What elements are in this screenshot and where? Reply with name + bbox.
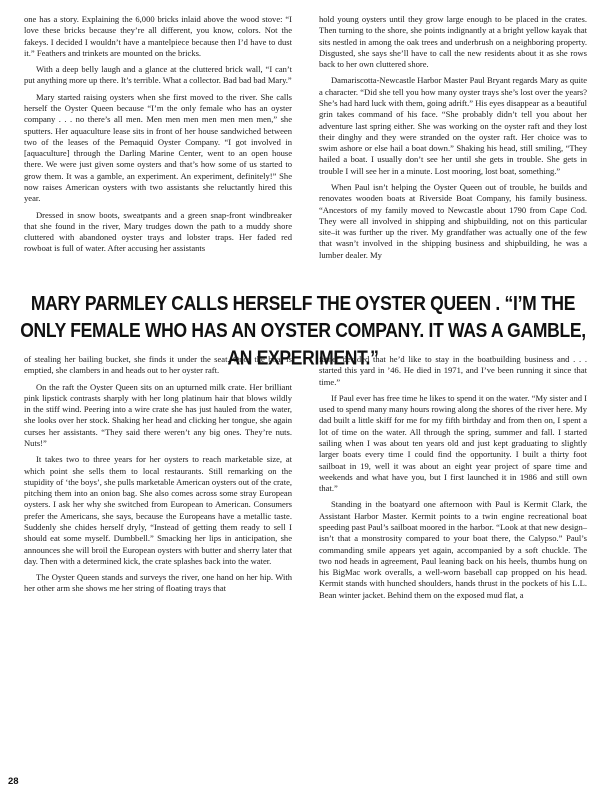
pull-quote: MARY PARMLEY CALLS HERSELF THE OYSTER QUEEN . “I’M THE ONLY FEMALE WHO HAS AN OYSTER COMPANY. IT WAS A GAMBLE, AN EXPERIMENT.” [20, 291, 586, 369]
article-column-bottom-right [319, 354, 587, 774]
paragraph: Dressed in snow boots, sweatpants and a green snap-front windbreaker that she found in the river, Mary trudges down the path to a muddy shore cluttered with abandoned oyster trays and lobster traps. Her faded red rowboat is full of water. After accusing her assistants [24, 209, 292, 254]
paragraph: When Paul isn’t helping the Oyster Queen out of trouble, he builds and renovates wooden boats at Riverside Boat Company, his family business. “Ancestors of my family moved to Newcastle about 1790 from Cape Cod. They were all involved in shipping and shipbuilding, not on this particular site–it was further up the river. My grandfather was actually one of the few that wasn’t involved in the shipping business and shipbuilding, he was a lumber dealer. My [319, 181, 587, 260]
paragraph: Damariscotta-Newcastle Harbor Master Paul Bryant regards Mary as quite a character. “Did she tell you how many oyster trays she’s lost over the years? She’s had hard luck with them, going adrift.” His eyes disappear as a beautiful grin takes command of his face. “She probably didn’t tell you about her adventure last spring either. She was working on the oyster raft and they lost their dinghy and they were stranded on the oyster raft. Her choice was to swim ashore or else hail a boat down.” Shaking his head, still smiling, “They hailed a boat. I usually don’t see her until she gets in trouble. She gets in trouble I will see her in a minute. Lost mooring, lost boat, something.” [319, 75, 587, 176]
paragraph: It takes two to three years for her oysters to reach marketable size, at which point she sells them to local restaurants. Still remarking on the stupidity of ‘the boys’, she pulls marketable American oysters out of the crate, pitching them into an onion bag. She also comes across some stray European oysters. I ask her why she switched from European to American. Consumers prefer the Americans, she says, because the Europeans have a metallic taste. Suddenly she chides herself dryly, “Instead of getting them ready to sell I should eat some myself. Dumbbell.” Smacking her lips in anticipation, she announces she will broil the European oysters with butter and sherry later that day. Then with a determined kick, the crate splashes back into the water. [24, 454, 292, 566]
paragraph: On the raft the Oyster Queen sits on an upturned milk crate. Her brilliant pink lipstick contrasts sharply with her long platinum hair that blows wildly in the stiff wind. Peering into a wire crate she has just hauled from the water, she looks over her stock. Shaking her head and clicking her tongue, she again curses her assistants. “They said there weren’t any big ones. They’re nuts. Nuts!” [24, 381, 292, 448]
paragraph: hold young oysters until they grow large enough to be placed in the crates. Then turning to the shore, she points indignantly at a bright yellow kayak that sits nestled in among the oak trees and underbrush on a neighboring property. Disgusted, she says she’ll have to call the new residents about it as she rows back to her own cluttered shore. [319, 14, 587, 70]
paragraph: one has a story. Explaining the 6,000 bricks inlaid above the wood stove: “I love these bricks because they’re all different, you know, colors. Not the fakeys. I decided I wouldn’t have a mantelpiece because then I’d have to dust it.” Feathers and trinkets are mounted on the bricks. [24, 14, 292, 58]
paragraph: Standing in the boatyard one afternoon with Paul is Kermit Clark, the Assistant Harbor Master. Kermit points to a twin engine recreational boat speeding past Paul’s sailboat moored in the harbor. “Look at that new design–isn’t that a monstrosity compared to your boat there, the Calypso.” Paul’s commanding smile appears yet again, accompanied by a soft chuckle. The two nod heads in agreement, Paul leaning back on his heels, thumbs hung on his BigMac work overalls, a well-worn baseball cap propped on his head. Kermit stands with hunched shoulders, hands thrust in the pockets of his L.L. Bean winter jacket. Behind them on the exposed mud flat, a [319, 499, 587, 600]
paragraph: The Oyster Queen stands and surveys the river, one hand on her hip. With her other arm she shows me her string of floating trays that [24, 572, 292, 594]
paragraph: With a deep belly laugh and a glance at the cluttered brick wall, “I can’t put anything more up there. It’s terrible. What a collector. Bad bad bad Mary.” [24, 64, 292, 86]
article-column-bottom-left [24, 354, 292, 774]
paragraph: If Paul ever has free time he likes to spend it on the water. “My sister and I used to spend many many hours rowing along the shores of the river here. My dad built a little skiff for me for my fifth birthday and from then on, I spent a lot of time on the water. All through the spring, summer and fall. I started sailing when I was about ten years old and just kept graduating to slightly larger boats every time I could find the opportunity. I built a thirty foot sailboat in 19, well it was about an eight year project of spare time and weekends and what have you, but I first launched it in 1986 and still own that.” [319, 392, 587, 494]
paragraph: of stealing her bailing bucket, she finds it under the seat. Once the boat is emptied, she clambers in and heads out to her oyster raft. [24, 354, 292, 376]
paragraph: father decided that he’d like to stay in the boatbuilding business and . . . started this yard in ’46. He died in 1971, and I’ve been running it since that time.” [319, 354, 587, 387]
article-column-top-right [319, 14, 587, 276]
paragraph: Mary started raising oysters when she first moved to the river. She calls herself the Oyster Queen because “I’m the only female who has an oyster company . . . no there’s all men. Men men men men men men men,” she sputters. Her aquaculture lease sits in front of her house sandwiched between two of the leases of the Pemaquid Oyster Company. “I got involved in [aquaculture] through the Darling Marine Center, went to an open house there. We were just given some oysters and that’s how some of us started to grow them. It was a gamble, an experiment. An experiment, definitely!” She now raises American oysters with two assistants she reluctantly hired this year. [24, 91, 292, 204]
page-number: 28 [8, 776, 19, 787]
article-column-top-left [24, 14, 292, 276]
